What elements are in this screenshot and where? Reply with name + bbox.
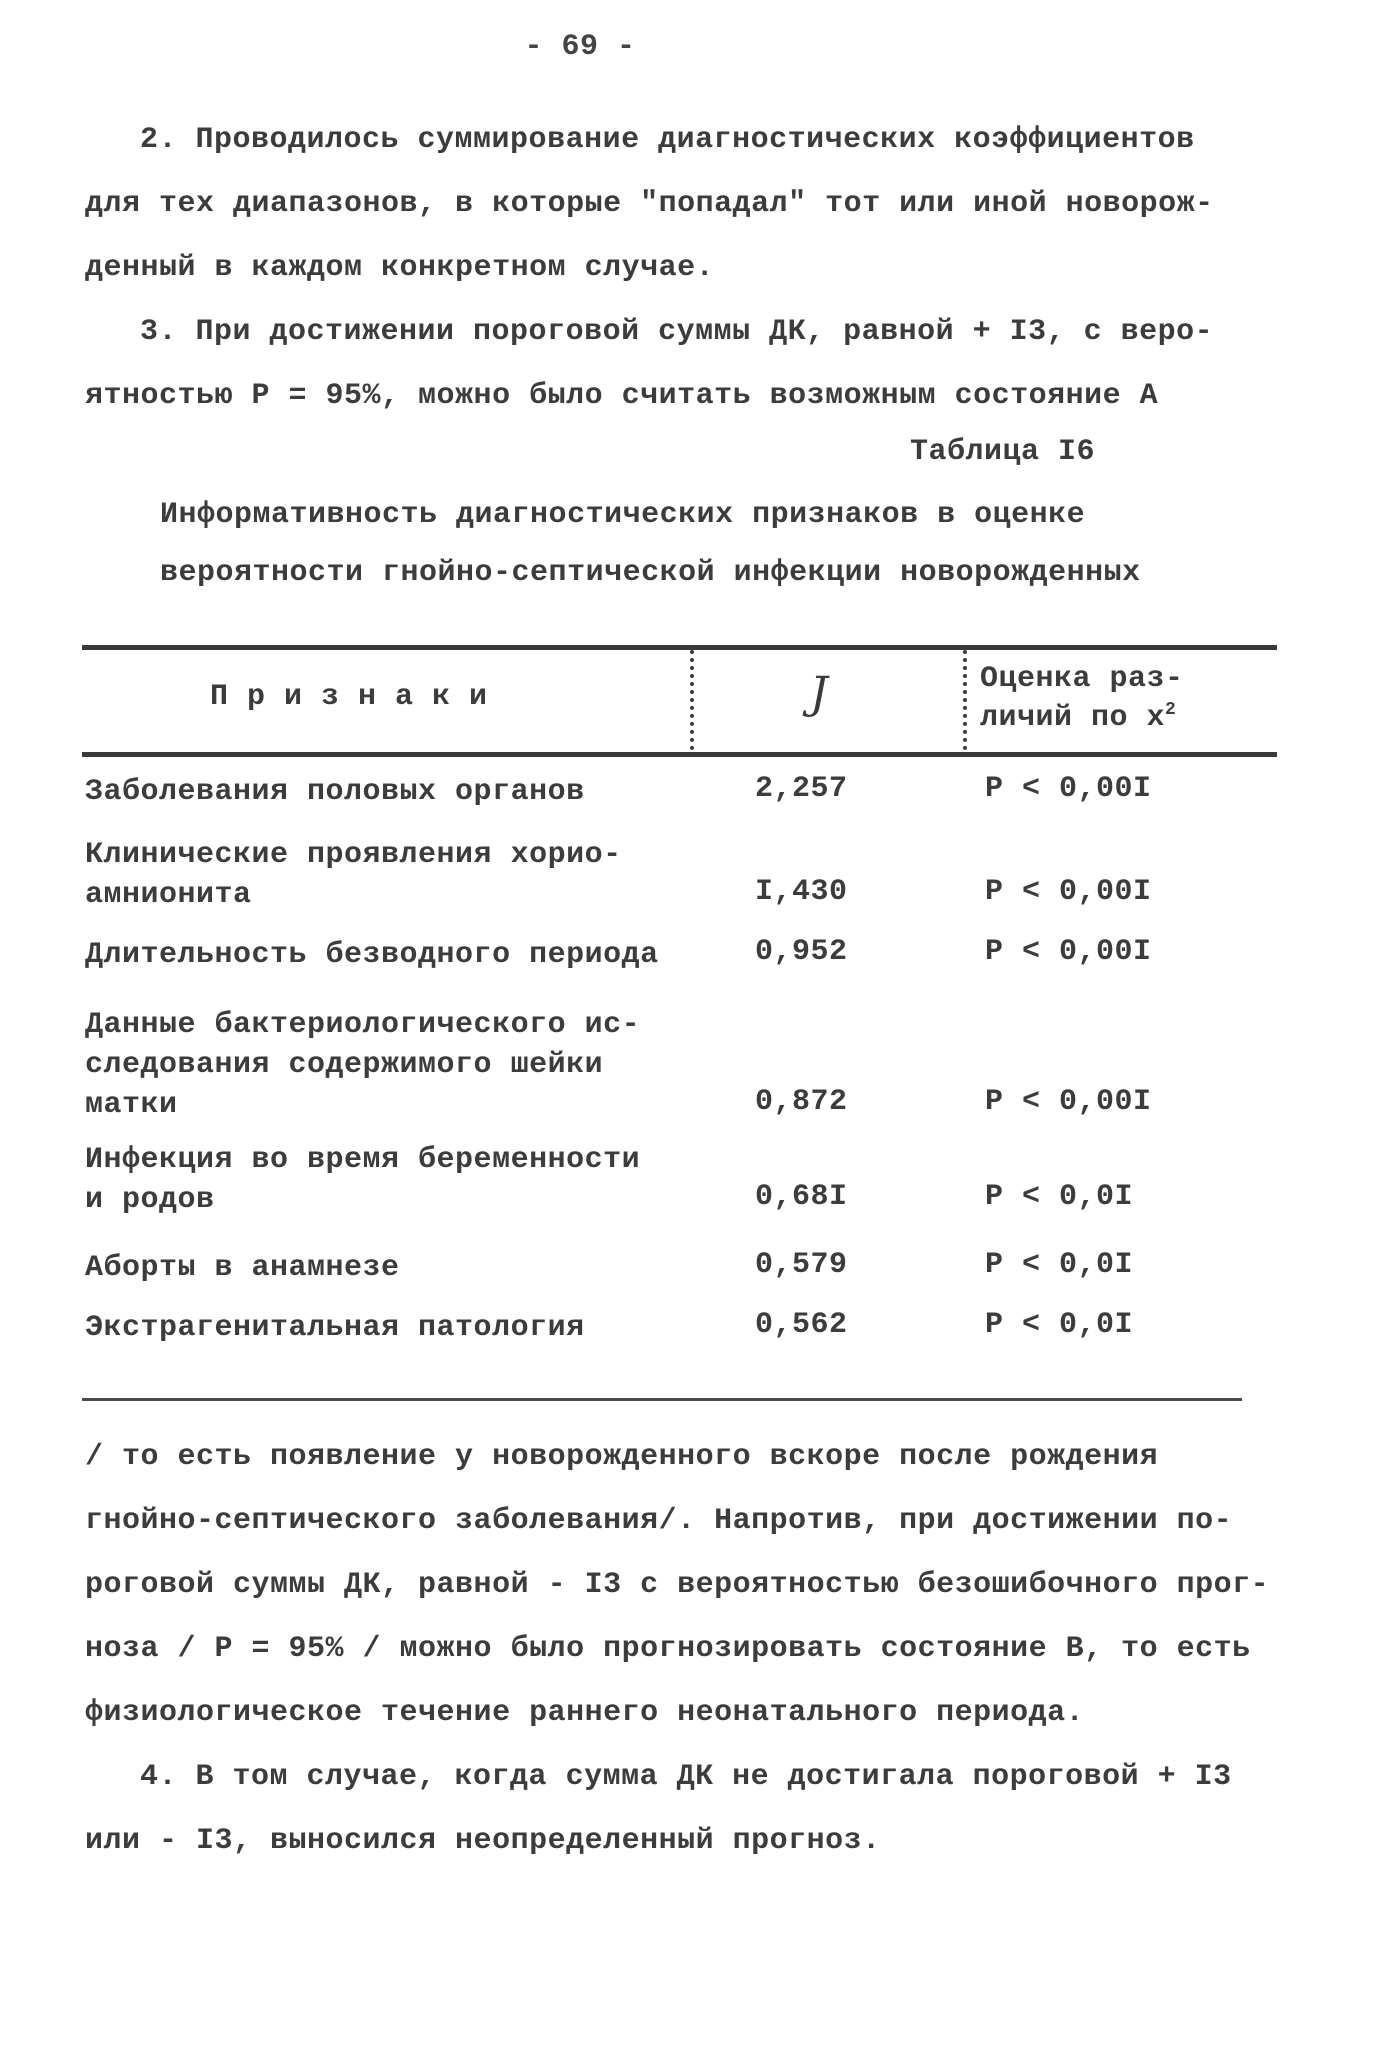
table-row-label: следования содержимого шейки [85,1048,604,1082]
text-line: ноза / P = 95% / можно было прогнозировать состояние В, то есть [85,1632,1251,1666]
table-row-significance: P < 0,00I [985,772,1152,806]
header-informativeness: J [810,668,828,719]
header-chi-line1: Оценка раз- [980,662,1184,696]
table-row-label: амнионита [85,878,252,912]
table-row-label: Экстрагенитальная патология [85,1311,585,1345]
table-row-significance: P < 0,0I [985,1308,1134,1342]
table-row-value: 0,579 [755,1248,848,1282]
table-row-value: 0,562 [755,1308,848,1342]
text-line: гнойно-септического заболевания/. Напротив, при достижении по- [85,1504,1233,1538]
column-separator [690,650,694,750]
text-line: или - I3, выносился неопределенный прогноз. [85,1824,881,1858]
table-row-label: Клинические проявления хорио- [85,838,622,872]
page-number: - 69 - [524,30,636,64]
table-bottom-rule [82,1398,1242,1401]
table-row-label: Аборты в анамнезе [85,1251,400,1285]
text-line: / то есть появление у новорожденного вскоре после рождения [85,1440,1159,1474]
text-line: 4. В том случае, когда сумма ДК не достигала пороговой + I3 [140,1760,1232,1794]
table-row-significance: P < 0,00I [985,935,1152,969]
table-row-label: Длительность безводного периода [85,938,659,972]
table-row-significance: P < 0,00I [985,875,1152,909]
text-line: для тех диапазонов, в которые "попадал" тот или иной новорож- [85,187,1214,221]
table-row-significance: P < 0,0I [985,1180,1134,1214]
header-chi-text: личий по x [980,701,1166,735]
table-row-label: и родов [85,1183,215,1217]
text-line: 2. Проводилось суммирование диагностических коэффициентов [140,123,1195,157]
table-row-value: 2,257 [755,772,848,806]
text-line: физиологическое течение раннего неонатального периода. [85,1696,1085,1730]
table-row-value: I,430 [755,875,848,909]
text-line: 3. При достижении пороговой суммы ДК, равной + I3, с веро- [140,315,1214,349]
header-chi-superscript: 2 [1165,700,1177,720]
table-row-label: матки [85,1088,178,1122]
table-top-rule [82,645,1277,650]
table-label: Таблица I6 [910,435,1096,469]
table-row-value: 0,68I [755,1180,848,1214]
table-caption-line: Информативность диагностических признаков в оценке [160,498,1086,532]
table-row-significance: P < 0,00I [985,1085,1152,1119]
table-row-label: Инфекция во время беременности [85,1143,641,1177]
table-row-significance: P < 0,0I [985,1248,1134,1282]
table-row-value: 0,872 [755,1085,848,1119]
column-separator [963,650,967,750]
text-line: ятностью P = 95%, можно было считать возможным состояние А [85,379,1159,413]
header-features: П р и з н а к и [210,680,488,714]
table-caption-line: вероятности гнойно-септической инфекции новорожденных [160,556,1141,590]
table-row-label: Заболевания половых органов [85,775,585,809]
table-row-label: Данные бактериологического ис- [85,1008,641,1042]
header-chi-line2 [980,700,1176,735]
text-line: роговой суммы ДК, равной - I3 с вероятностью безошибочного прог- [85,1568,1270,1602]
text-line: денный в каждом конкретном случае. [85,251,715,285]
table-header-rule [82,752,1277,757]
table-row-value: 0,952 [755,935,848,969]
